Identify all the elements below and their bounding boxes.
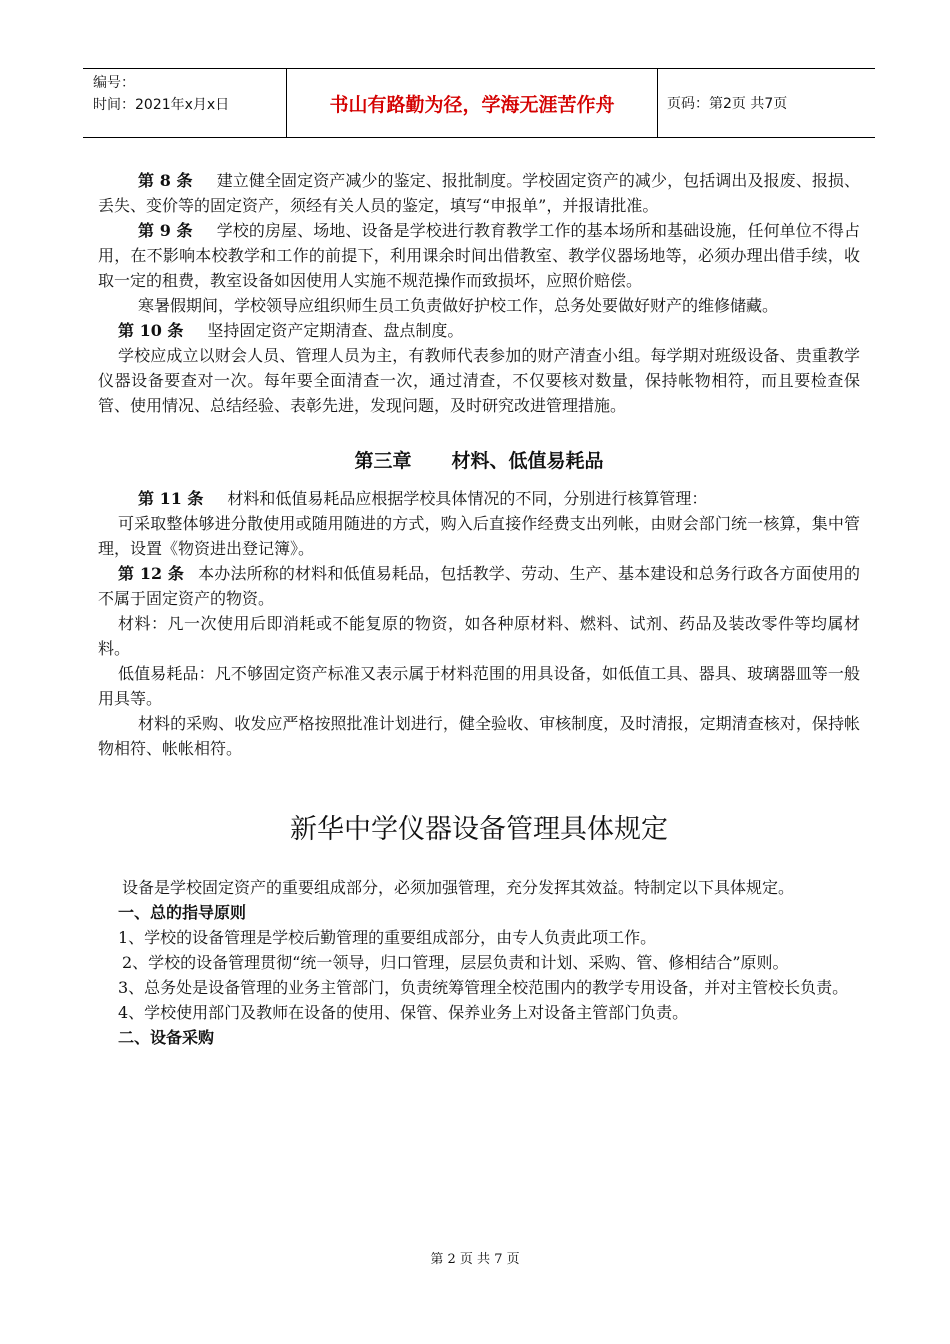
article-12-text: 本办法所称的材料和低值易耗品，包括教学、劳动、生产、基本建设和总务行政各方面使用的不属于固定资产的物资。	[98, 564, 860, 608]
section-1-item-2: 2、学校的设备管理贯彻“统一领导，归口管理，层层负责和计划、采购、管、修相结合”原则。	[122, 953, 789, 972]
article-11-text: 材料和低值易耗品应根据学校具体情况的不同，分别进行核算管理：	[227, 489, 708, 508]
article-11	[98, 486, 860, 511]
header-meta	[83, 69, 286, 137]
article-8-number: 第 8 条	[138, 171, 193, 190]
header-motto: 书山有路勤为径，学海无涯苦作舟	[286, 69, 658, 137]
article-10-text: 坚持固定资产定期清查、盘点制度。	[207, 321, 464, 340]
article-10-number: 第 10 条	[118, 321, 184, 340]
chapter-3-heading	[98, 448, 860, 474]
article-10	[98, 318, 860, 343]
header-time: 时间：2021年x月x日	[93, 97, 230, 113]
article-12-number: 第 12 条	[118, 564, 184, 583]
section-1-heading: 一、总的指导原则	[118, 903, 247, 922]
article-9-number: 第 9 条	[138, 221, 193, 240]
section-1-item-4: 4、学校使用部门及教师在设备的使用、保管、保养业务上对设备主管部门负责。	[118, 1003, 689, 1022]
header-page-number: 页码：第2页 共7页	[667, 96, 788, 112]
page-header	[83, 68, 875, 138]
article-9-text: 学校的房屋、场地、设备是学校进行教育教学工作的基本场所和基础设施，任何单位不得占用，在不影响本校教学和工作的前提下，利用课余时间出借教室、教学仪器场地等，必须办理出借手续，收取一定的租费，教室设备如因使用人实施不规范操作而致损坏，应照价赔偿。	[98, 221, 860, 290]
article-9	[98, 218, 860, 293]
purchase-paragraph: 材料的采购、收发应严格按照批准计划进行，健全验收、审核制度，及时清报，定期清查核对，保持帐物相符、帐帐相符。	[98, 714, 860, 758]
article-10-detail: 学校应成立以财会人员、管理人员为主，有教师代表参加的财产清查小组。每学期对班级设备、贵重教学仪器设备要查对一次。每年要全面清查一次，通过清查，不仅要核对数量，保持帐物相符，而且要检查保管、使用情况、总结经验、表彰先进，发现问题，及时研究改进管理措施。	[98, 346, 860, 415]
section-1-item-3: 3、总务处是设备管理的业务主管部门，负责统筹管理全校范围内的教学专用设备，并对主管校长负责。	[118, 978, 849, 997]
chapter-3-number: 第三章	[354, 450, 412, 472]
section-2-heading: 二、设备采购	[118, 1028, 215, 1047]
header-number: 编号：	[93, 75, 135, 91]
section-1-item-1: 1、学校的设备管理是学校后勤管理的重要组成部分，由专人负责此项工作。	[118, 928, 657, 947]
article-8-text: 建立健全固定资产减少的鉴定、报批制度。学校固定资产的减少，包括调出及报废、报损、丢失、变价等的固定资产，须经有关人员的鉴定，填写“申报单”，并报请批准。	[98, 171, 860, 215]
materials-definition: 材料：凡一次使用后即消耗或不能复原的物资，如各种原材料、燃料、试剂、药品及装改零件等均属材料。	[98, 614, 860, 658]
article-8	[98, 168, 860, 218]
low-value-definition: 低值易耗品：凡不够固定资产标准又表示属于材料范围的用具设备，如低值工具、器具、玻璃器皿等一般用具等。	[98, 664, 860, 708]
page-footer: 第 2 页 共 7 页	[430, 1252, 520, 1267]
vacation-paragraph: 寒暑假期间，学校领导应组织师生员工负责做好护校工作，总务处要做好财产的维修储藏。	[138, 296, 779, 315]
article-11-detail: 可采取整体够进分散使用或随用随进的方式，购入后直接作经费支出列帐，由财会部门统一核算，集中管理，设置《物资进出登记簿》。	[98, 514, 860, 558]
article-12	[98, 561, 860, 611]
document-title: 新华中学仪器设备管理具体规定	[290, 814, 668, 845]
chapter-3-title: 材料、低值易耗品	[451, 450, 604, 472]
article-11-number: 第 11 条	[138, 489, 204, 508]
regulation-intro: 设备是学校固定资产的重要组成部分，必须加强管理，充分发挥其效益。特制定以下具体规定。	[122, 878, 795, 897]
document-body	[98, 168, 860, 1050]
